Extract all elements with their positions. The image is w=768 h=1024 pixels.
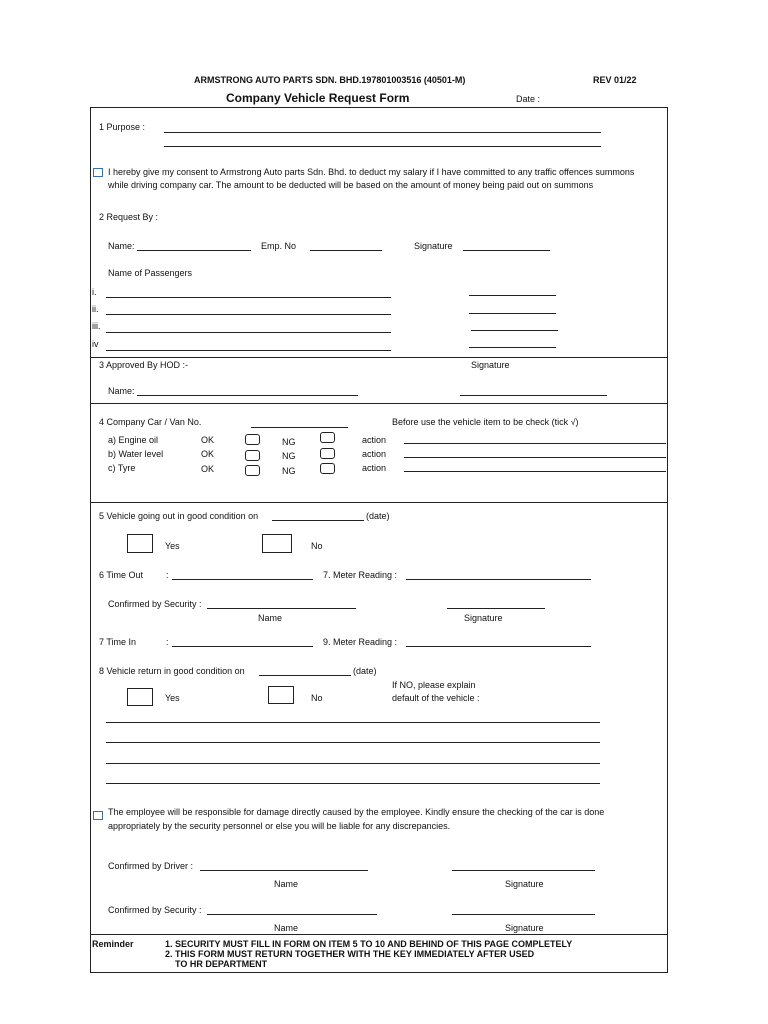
going-out-no-box[interactable] bbox=[262, 534, 292, 553]
emp-no-label: Emp. No bbox=[261, 241, 297, 251]
colon: : bbox=[166, 570, 169, 580]
passenger-signature-line[interactable] bbox=[471, 330, 558, 331]
passenger-name-line[interactable] bbox=[106, 350, 391, 351]
ok-label: OK bbox=[201, 435, 215, 445]
action-line[interactable] bbox=[404, 443, 666, 444]
responsibility-text-line1: The employee will be responsible for damage directly caused by the employee. Kindly ensure the checking of the car is done bbox=[108, 807, 605, 817]
passenger-numeral: iii. bbox=[92, 321, 101, 331]
return-date-line[interactable] bbox=[259, 675, 351, 676]
ok-checkbox[interactable] bbox=[245, 465, 260, 476]
time-out-label: 6 Time Out bbox=[99, 570, 144, 580]
consent-text-line2: while driving company car. The amount to be deducted will be based on the amount of money being paid out on summons bbox=[108, 180, 594, 190]
ok-label: OK bbox=[201, 449, 215, 459]
confirmed-security-label: Confirmed by Security : bbox=[108, 599, 202, 609]
going-out-date-line[interactable] bbox=[272, 520, 364, 521]
time-in-label: 7 Time In bbox=[99, 637, 137, 647]
ok-label: OK bbox=[201, 464, 215, 474]
passenger-signature-line[interactable] bbox=[469, 295, 556, 296]
ok-checkbox[interactable] bbox=[245, 450, 260, 461]
consent-text-line1: I hereby give my consent to Armstrong Auto parts Sdn. Bhd. to deduct my salary if I have committed to any traffic offences summons bbox=[108, 167, 635, 177]
yes-label: Yes bbox=[165, 693, 180, 703]
action-label: action bbox=[362, 463, 387, 473]
hod-signature-line[interactable] bbox=[460, 395, 607, 396]
colon: : bbox=[166, 637, 169, 647]
ng-label: NG bbox=[282, 466, 296, 476]
signature-caption: Signature bbox=[464, 613, 503, 623]
car-no-line[interactable] bbox=[251, 427, 348, 428]
meter-reading-9-line[interactable] bbox=[406, 646, 591, 647]
passenger-name-line[interactable] bbox=[106, 297, 391, 298]
revision-number: REV 01/22 bbox=[593, 75, 637, 85]
security-return-signature-line[interactable] bbox=[452, 914, 595, 915]
name-caption: Name bbox=[274, 923, 299, 933]
meter-reading-9-label: 9. Meter Reading : bbox=[323, 637, 398, 647]
passenger-numeral: iv bbox=[92, 339, 99, 349]
return-label: 8 Vehicle return in good condition on bbox=[99, 666, 245, 676]
security-return-name-line[interactable] bbox=[207, 914, 377, 915]
no-label: No bbox=[311, 541, 323, 551]
emp-no-line[interactable] bbox=[310, 250, 382, 251]
yes-label: Yes bbox=[165, 541, 180, 551]
passenger-numeral: ii. bbox=[92, 304, 99, 314]
name-caption: Name bbox=[274, 879, 299, 889]
hod-name-label: Name: bbox=[108, 386, 135, 396]
company-name: ARMSTRONG AUTO PARTS SDN. BHD.197801003516 (40501-M) bbox=[194, 75, 466, 85]
signature-caption: Signature bbox=[505, 879, 544, 889]
responsibility-text-line2: appropriately by the security personnel or else you will be liable for any discrepancies. bbox=[108, 821, 451, 831]
return-no-box[interactable] bbox=[268, 686, 294, 704]
ng-checkbox[interactable] bbox=[320, 448, 335, 459]
going-out-yes-box[interactable] bbox=[127, 534, 153, 553]
if-no-line2: default of the vehicle : bbox=[392, 693, 480, 703]
ng-label: NG bbox=[282, 451, 296, 461]
action-line[interactable] bbox=[404, 471, 666, 472]
check-item-label: b) Water level bbox=[108, 449, 164, 459]
name-caption: Name bbox=[258, 613, 283, 623]
ng-checkbox[interactable] bbox=[320, 432, 335, 443]
requester-name-line[interactable] bbox=[137, 250, 251, 251]
date-label: Date : bbox=[516, 94, 541, 104]
request-by-label: 2 Request By : bbox=[99, 212, 159, 222]
requester-signature-line[interactable] bbox=[463, 250, 550, 251]
explanation-line[interactable] bbox=[106, 722, 600, 723]
section-divider bbox=[90, 502, 668, 503]
passenger-signature-line[interactable] bbox=[469, 313, 556, 314]
going-out-label: 5 Vehicle going out in good condition on bbox=[99, 511, 259, 521]
action-line[interactable] bbox=[404, 457, 666, 458]
hod-signature-label: Signature bbox=[471, 360, 510, 370]
company-car-label: 4 Company Car / Van No. bbox=[99, 417, 202, 427]
no-label: No bbox=[311, 693, 323, 703]
requester-signature-label: Signature bbox=[414, 241, 453, 251]
check-item-label: a) Engine oil bbox=[108, 435, 159, 445]
meter-reading-7-line[interactable] bbox=[406, 579, 591, 580]
security-signature-line[interactable] bbox=[447, 608, 545, 609]
section-divider bbox=[90, 357, 668, 358]
driver-name-line[interactable] bbox=[200, 870, 368, 871]
approved-by-label: 3 Approved By HOD :- bbox=[99, 360, 189, 370]
check-instruction: Before use the vehicle item to be check (tick √) bbox=[392, 417, 579, 427]
driver-signature-line[interactable] bbox=[452, 870, 595, 871]
ng-checkbox[interactable] bbox=[320, 463, 335, 474]
security-name-line[interactable] bbox=[207, 608, 356, 609]
ok-checkbox[interactable] bbox=[245, 434, 260, 445]
date-suffix: (date) bbox=[353, 666, 377, 676]
passengers-label: Name of Passengers bbox=[108, 268, 193, 278]
date-suffix: (date) bbox=[366, 511, 390, 521]
explanation-line[interactable] bbox=[106, 763, 600, 764]
confirmed-driver-label: Confirmed by Driver : bbox=[108, 861, 194, 871]
passenger-numeral: i. bbox=[92, 287, 97, 297]
reminder-line2: 2. THIS FORM MUST RETURN TOGETHER WITH THE KEY IMMEDIATELY AFTER USED bbox=[165, 949, 535, 959]
purpose-line[interactable] bbox=[164, 132, 601, 133]
responsibility-checkbox[interactable] bbox=[93, 811, 103, 820]
section-divider bbox=[90, 934, 668, 935]
time-in-line[interactable] bbox=[172, 646, 313, 647]
passenger-name-line[interactable] bbox=[106, 314, 391, 315]
action-label: action bbox=[362, 435, 387, 445]
explanation-line[interactable] bbox=[106, 783, 600, 784]
passenger-name-line[interactable] bbox=[106, 332, 391, 333]
form-frame bbox=[90, 107, 668, 973]
check-item-label: c) Tyre bbox=[108, 463, 136, 473]
purpose-line[interactable] bbox=[164, 146, 601, 147]
form-title: Company Vehicle Request Form bbox=[226, 91, 410, 105]
signature-caption: Signature bbox=[505, 923, 544, 933]
section-divider bbox=[90, 403, 668, 404]
time-out-line[interactable] bbox=[172, 579, 313, 580]
confirmed-security-label: Confirmed by Security : bbox=[108, 905, 202, 915]
return-yes-box[interactable] bbox=[127, 688, 153, 706]
purpose-label: 1 Purpose : bbox=[99, 122, 146, 132]
hod-name-line[interactable] bbox=[137, 395, 358, 396]
if-no-line1: If NO, please explain bbox=[392, 680, 476, 690]
ng-label: NG bbox=[282, 437, 296, 447]
consent-checkbox[interactable] bbox=[93, 168, 103, 177]
reminder-line1: 1. SECURITY MUST FILL IN FORM ON ITEM 5 TO 10 AND BEHIND OF THIS PAGE COMPLETELY bbox=[165, 939, 573, 949]
passenger-signature-line[interactable] bbox=[469, 347, 556, 348]
reminder-label: Reminder bbox=[92, 939, 134, 949]
requester-name-label: Name: bbox=[108, 241, 135, 251]
explanation-line[interactable] bbox=[106, 742, 600, 743]
meter-reading-7-label: 7. Meter Reading : bbox=[323, 570, 398, 580]
action-label: action bbox=[362, 449, 387, 459]
reminder-line3: TO HR DEPARTMENT bbox=[175, 959, 268, 969]
